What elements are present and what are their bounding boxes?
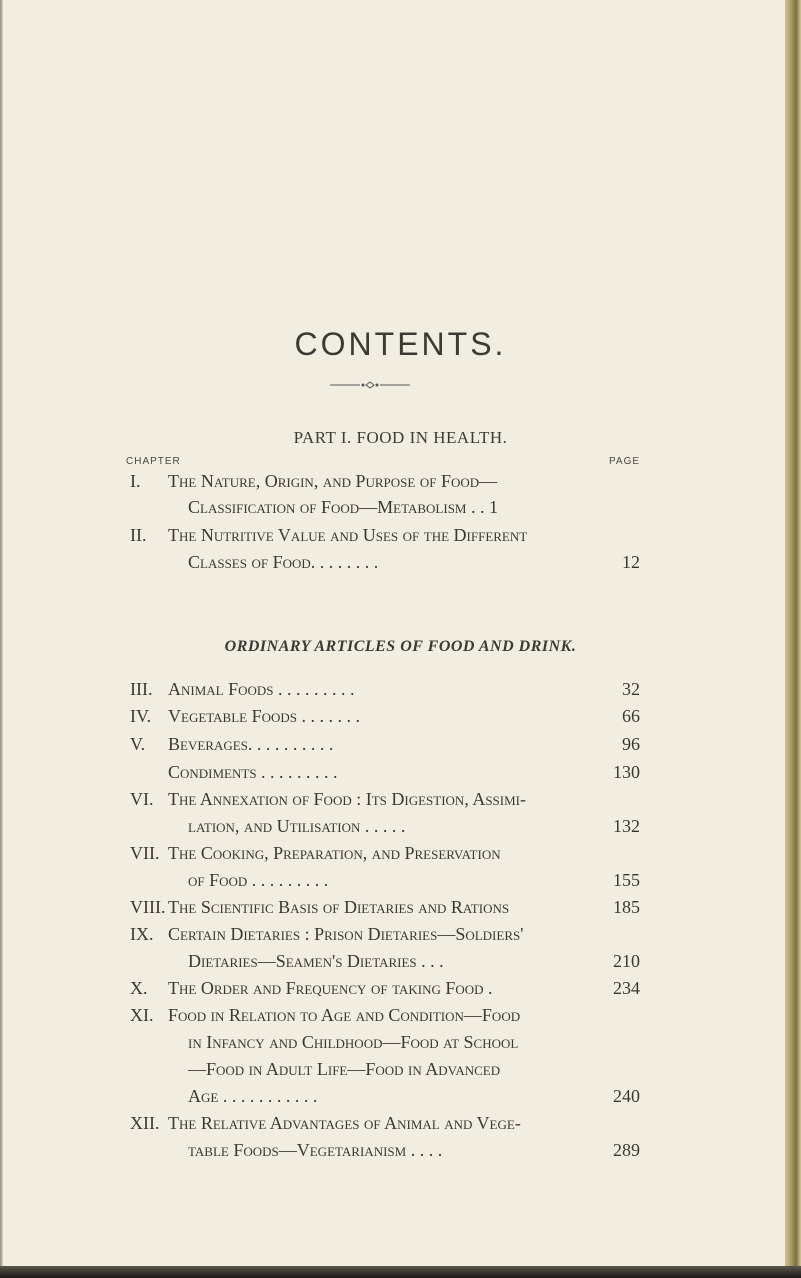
toc-entry-11-cont — [0, 1029, 801, 1055]
toc-entry-1 — [0, 468, 801, 494]
toc-entry-12-cont — [0, 1137, 801, 1163]
toc-entry-11-cont3 — [0, 1083, 801, 1109]
entry-title: The Cooking, Preparation, and Preservation — [168, 843, 501, 863]
entry-title: The Nutritive Value and Uses of the Different — [168, 525, 528, 545]
toc-entry-5b — [0, 759, 801, 785]
part-title: PART I. FOOD IN HEALTH. — [293, 428, 508, 447]
page-title: CONTENTS. — [294, 326, 507, 362]
page-number: 132 — [613, 816, 640, 836]
chapter-number: II. — [130, 525, 147, 545]
toc-entry-7 — [0, 840, 801, 866]
entry-title: table Foods—Vegetarianism . . . . — [188, 1140, 443, 1160]
page-edge-bottom — [0, 1266, 801, 1278]
chapter-number: XII. — [130, 1113, 160, 1133]
toc-entry-10 — [0, 975, 801, 1001]
entry-title: The Nature, Origin, and Purpose of Food— — [168, 471, 498, 491]
toc-entry-8 — [0, 894, 801, 920]
chapter-number: X. — [130, 978, 148, 998]
toc-entry-6-cont — [0, 813, 801, 839]
toc-entry-3 — [0, 676, 801, 702]
chapter-number: IV. — [130, 706, 152, 726]
chapter-number: IX. — [130, 924, 154, 944]
chapter-number: V. — [130, 734, 146, 754]
entry-title: Certain Dietaries : Prison Dietaries—Soldiers' — [168, 924, 524, 944]
toc-entry-9-cont — [0, 948, 801, 974]
toc-entry-5 — [0, 731, 801, 757]
page-number: 155 — [613, 870, 640, 890]
toc-entry-9 — [0, 921, 801, 947]
chapter-number: VI. — [130, 789, 154, 809]
entry-title: Food in Relation to Age and Condition—Food — [168, 1005, 521, 1025]
entry-title: Classes of Food. . . . . . . . — [188, 552, 379, 572]
chapter-number: XI. — [130, 1005, 154, 1025]
toc-entry-12 — [0, 1110, 801, 1136]
ornament-divider — [330, 381, 410, 389]
page-number: 130 — [613, 762, 640, 782]
entry-title: lation, and Utilisation . . . . . — [188, 816, 406, 836]
entry-title: The Relative Advantages of Animal and Vege- — [168, 1113, 521, 1133]
toc-entry-1-cont — [0, 494, 801, 520]
chapter-column-label: CHAPTER — [126, 456, 181, 467]
entry-title: Condiments . . . . . . . . . — [168, 762, 338, 782]
toc-entry-2-cont — [0, 549, 801, 575]
entry-title: Dietaries—Seamen's Dietaries . . . — [188, 951, 444, 971]
page-number: 289 — [613, 1140, 640, 1160]
page-column-label: PAGE — [609, 456, 641, 467]
toc-entry-7-cont — [0, 867, 801, 893]
chapter-number: VIII. — [130, 897, 166, 917]
entry-title: Classification of Food—Metabolism . . 1 — [188, 497, 498, 517]
page-number: 12 — [622, 552, 640, 572]
entry-title: Beverages. . . . . . . . . . — [168, 734, 334, 754]
entry-title: The Scientific Basis of Dietaries and Rations — [168, 897, 510, 917]
toc-entry-4 — [0, 703, 801, 729]
chapter-number: III. — [130, 679, 153, 699]
page-number: 32 — [622, 679, 640, 699]
page-number: 96 — [622, 734, 640, 754]
toc-entry-2 — [0, 522, 801, 548]
page-number: 234 — [613, 978, 640, 998]
entry-title: Age . . . . . . . . . . . — [188, 1086, 318, 1106]
page-number: 210 — [613, 951, 640, 971]
entry-title: in Infancy and Childhood—Food at School — [188, 1032, 519, 1052]
toc-entry-11 — [0, 1002, 801, 1028]
chapter-number: VII. — [130, 843, 160, 863]
page-number: 66 — [622, 706, 640, 726]
section-heading: ORDINARY ARTICLES OF FOOD AND DRINK. — [224, 638, 577, 655]
entry-title: Vegetable Foods . . . . . . . — [168, 706, 361, 726]
entry-title: The Order and Frequency of taking Food . — [168, 978, 493, 998]
page-number: 185 — [613, 897, 640, 917]
entry-title: The Annexation of Food : Its Digestion, Assimi- — [168, 789, 526, 809]
page-number: 240 — [613, 1086, 640, 1106]
entry-title: of Food . . . . . . . . . — [188, 870, 329, 890]
entry-title: Animal Foods . . . . . . . . . — [168, 679, 355, 699]
toc-entry-6 — [0, 786, 801, 812]
toc-entry-11-cont2 — [0, 1056, 801, 1082]
entry-title: —Food in Adult Life—Food in Advanced — [188, 1059, 501, 1079]
chapter-number: I. — [130, 471, 141, 491]
